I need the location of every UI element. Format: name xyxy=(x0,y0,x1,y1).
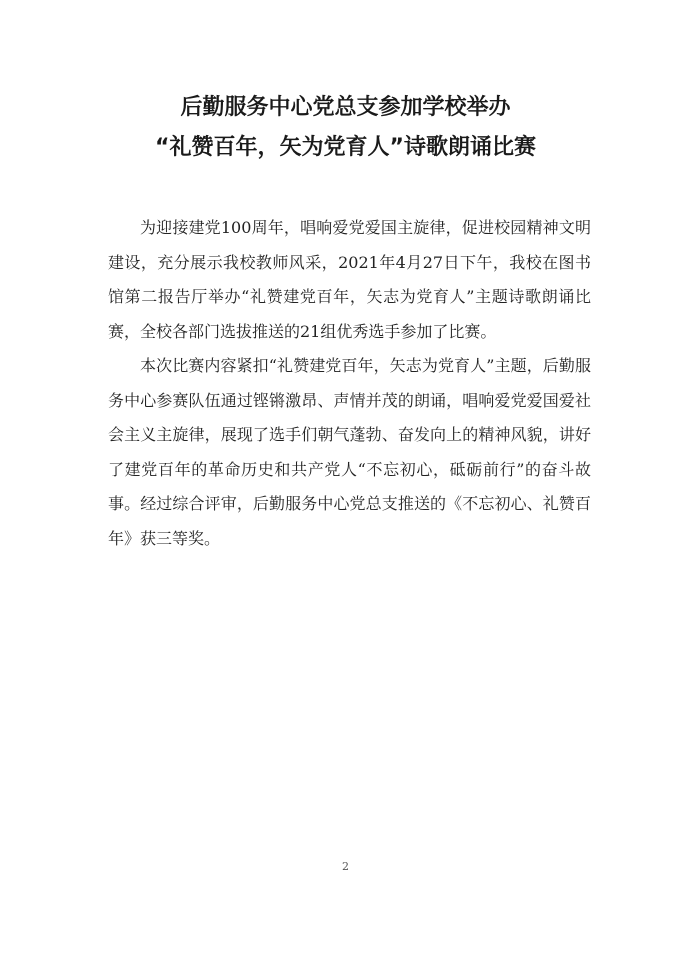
page-number: 2 xyxy=(342,860,349,873)
paragraph-1: 为迎接建党100周年，唱响爱党爱国主旋律，促进校园精神文明建设，充分展示我校教师风采，2021年4月27日下午，我校在图书馆第二报告厅举办“礼赞建党百年，矢志为党育人”主题诗歌朗诵比赛，全校各部门选拔推送的21组优秀选手参加了比赛。 xyxy=(108,218,591,341)
document-title xyxy=(0,88,691,168)
title-line-1: 后勤服务中心党总支参加学校举办 xyxy=(180,95,511,120)
title-line-2: “礼赞百年，矢为党育人”诗歌朗诵比赛 xyxy=(155,135,536,160)
document-body xyxy=(108,211,591,556)
paragraph-2: 本次比赛内容紧扣“礼赞建党百年，矢志为党育人”主题，后勤服务中心参赛队伍通过铿锵激昂、声情并茂的朗诵，唱响爱党爱国爱社会主义主旋律，展现了选手们朝气蓬勃、奋发向上的精神风貌，讲好了建党百年的革命历史和共产党人“不忘初心，砥砺前行”的奋斗故事。经过综合评审，后勤服务中心党总支推送的《不忘初心、礼赞百年》获三等奖。 xyxy=(108,356,591,548)
